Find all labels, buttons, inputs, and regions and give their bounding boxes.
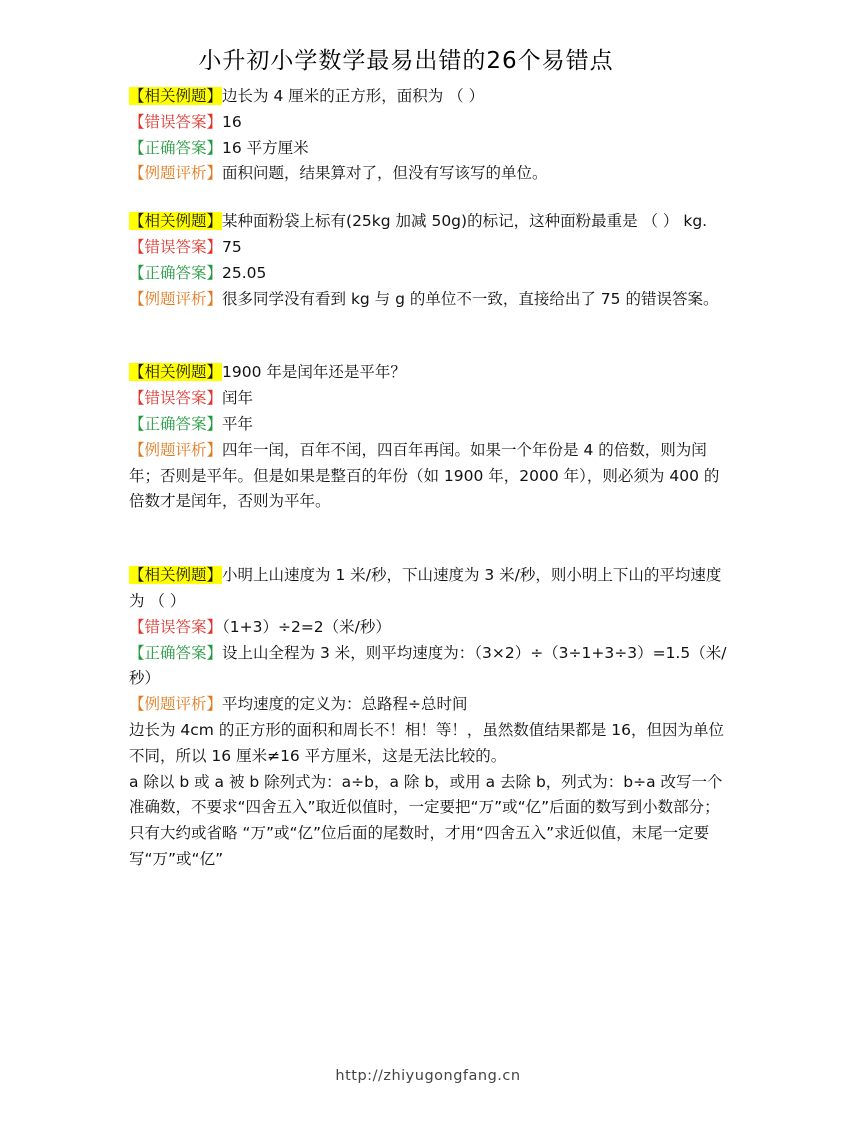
example-block (129, 209, 729, 312)
question-line (129, 563, 729, 615)
wrong-answer-tag: 【错误答案】 (129, 112, 223, 131)
spacer (129, 515, 729, 563)
correct-answer-tag: 【正确答案】 (129, 643, 223, 662)
note-paragraph: 边长为 4cm 的正方形的面积和周长不！相！等！，虽然数值结果都是 16，但因为单位不同，所以 16 厘米≠16 平方厘米，这是无法比较的。 (129, 720, 724, 765)
example-block (129, 563, 729, 718)
question-text: 1900 年是闰年还是平年？ (222, 363, 406, 382)
analysis-line (129, 692, 729, 718)
analysis-tag: 【例题评析】 (129, 440, 223, 459)
correct-answer-line (129, 261, 729, 287)
example-block (129, 84, 729, 187)
analysis-text: 四年一闰，百年不闰，四百年再闰。如果一个年份是 4 的倍数，则为闰年；否则是平年。但是如果是整百的年份（如 1900 年，2000 年），则必须为 400 的倍数才是闰年，否则为平年。 (129, 440, 720, 511)
wrong-answer-line (129, 110, 729, 136)
question-text: 某种面粉袋上标有(25kg 加减 50g)的标记，这种面粉最重是 （ ） kg. (222, 212, 708, 231)
analysis-line (129, 438, 729, 515)
page-title: 小升初小学数学最易出错的26个易错点 (198, 48, 614, 74)
analysis-tag: 【例题评析】 (129, 289, 223, 308)
footer-url: http://zhiyugongfang.cn (335, 1068, 521, 1084)
note-paragraph: a 除以 b 或 a 被 b 除列式为：a÷b，a 除 b，或用 a 去除 b，列式为：b÷a 改写一个准确数，不要求“四舍五入”取近似值时，一定要把“万”或“亿”后面的数写到小数部分；只有大约或省略 “万”或“亿”位后面的尾数时，才用“四舍五入”求近似值，末尾一定要写“万”或“亿” (129, 772, 723, 868)
correct-answer-tag: 【正确答案】 (129, 138, 223, 157)
wrong-answer-tag: 【错误答案】 (129, 389, 223, 408)
wrong-answer-line (129, 386, 729, 412)
wrong-answer-text: 75 (222, 237, 242, 256)
question-text: 小明上山速度为 1 米/秒，下山速度为 3 米/秒，则小明上下山的平均速度为 （ ） (129, 566, 722, 610)
correct-answer-line (129, 136, 729, 162)
wrong-answer-line (129, 615, 729, 641)
analysis-tag: 【例题评析】 (129, 164, 223, 183)
analysis-text: 很多同学没有看到 kg 与 g 的单位不一致，直接给出了 75 的错误答案。 (222, 289, 719, 308)
analysis-tag: 【例题评析】 (129, 695, 223, 714)
example-tag: 【相关例题】 (129, 212, 223, 231)
spacer (129, 187, 729, 209)
example-tag: 【相关例题】 (129, 87, 223, 105)
question-line (129, 360, 729, 386)
example-tag: 【相关例题】 (129, 566, 223, 585)
question-line (129, 84, 729, 110)
wrong-answer-text: 闰年 (222, 389, 254, 408)
document-body (129, 84, 729, 873)
correct-answer-line (129, 641, 729, 693)
analysis-text: 平均速度的定义为：总路程÷总时间 (222, 695, 468, 714)
analysis-line (129, 161, 729, 187)
correct-answer-line (129, 412, 729, 438)
example-block (129, 360, 729, 515)
wrong-answer-line (129, 235, 729, 261)
wrong-answer-text: （1+3）÷2=2（米/秒） (222, 617, 391, 636)
correct-answer-tag: 【正确答案】 (129, 414, 223, 433)
correct-answer-text: 16 平方厘米 (222, 138, 309, 157)
wrong-answer-text: 16 (222, 112, 242, 131)
spacer (129, 312, 729, 360)
example-tag: 【相关例题】 (129, 363, 223, 382)
question-line (129, 209, 729, 235)
correct-answer-text: 25.05 (222, 263, 267, 282)
correct-answer-tag: 【正确答案】 (129, 263, 223, 282)
correct-answer-text: 平年 (222, 414, 254, 433)
analysis-text: 面积问题，结果算对了，但没有写该写的单位。 (222, 164, 548, 183)
correct-answer-text: 设上山全程为 3 米，则平均速度为：（3×2）÷（3÷1+3÷3）=1.5（米/秒） (129, 643, 727, 688)
question-text: 边长为 4 厘米的正方形，面积为 （ ） (222, 87, 485, 105)
wrong-answer-tag: 【错误答案】 (129, 237, 223, 256)
wrong-answer-tag: 【错误答案】 (129, 617, 223, 636)
analysis-line (129, 287, 729, 313)
